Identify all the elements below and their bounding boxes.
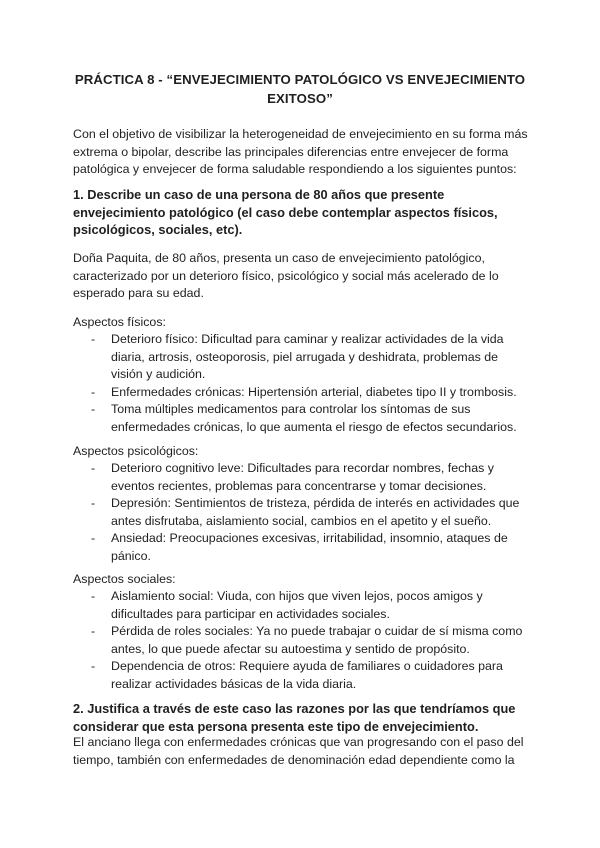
list-fisicos xyxy=(73,331,530,437)
list-item-text: Toma múltiples medicamentos para controlar los síntomas de sus enfermedades crónicas, lo que aumenta el riesgo de efectos secundarios. xyxy=(111,402,517,434)
list-item-text: Ansiedad: Preocupaciones excesivas, irritabilidad, insomnio, ataques de pánico. xyxy=(111,531,508,563)
bullet-dash: - xyxy=(91,659,96,674)
list-item xyxy=(73,460,530,495)
section-label-sociales: Aspectos sociales: xyxy=(73,572,176,586)
bullet-dash: - xyxy=(91,461,96,475)
list-item-text: Aislamiento social: Viuda, con hijos que viven lejos, pocos amigos y dificultades para participar en actividades sociales. xyxy=(111,589,483,621)
list-item xyxy=(73,658,530,693)
list-sociales xyxy=(73,588,530,694)
list-item xyxy=(73,331,530,384)
title-line-1: PRÁCTICA 8 - “ENVEJECIMIENTO PATOLÓGICO VS ENVEJECIMIENTO xyxy=(74,72,526,87)
section-label-fisicos: Aspectos físicos: xyxy=(73,315,166,329)
list-item-text: Enfermedades crónicas: Hipertensión arterial, diabetes tipo II y trombosis. xyxy=(111,384,517,399)
list-item xyxy=(73,623,530,658)
section-label-psicologicos: Aspectos psicológicos: xyxy=(73,444,199,458)
list-item-text: Dependencia de otros: Requiere ayuda de familiares o cuidadores para realizar actividades básicas de la vida diaria. xyxy=(111,659,503,691)
bullet-dash: - xyxy=(91,624,96,639)
page-title xyxy=(60,70,540,108)
bullet-dash: - xyxy=(91,332,96,346)
bullet-dash: - xyxy=(91,402,96,417)
list-item xyxy=(73,384,530,402)
question-1: 1. Describe un caso de una persona de 80 años que presente envejecimiento patológico (el caso debe contemplar aspectos físicos, psicológicos, sociales, etc). xyxy=(73,187,498,238)
question-2: 2. Justifica a través de este caso las razones por las que tendríamos que considerar que esta persona presenta este tipo de envejecimiento. xyxy=(73,701,516,734)
list-item xyxy=(73,530,530,565)
intro-paragraph: Con el objetivo de visibilizar la heterogeneidad de envejecimiento en su forma más extrema o bipolar, describe las principales diferencias entre envejecer de forma patológica y envejecer de forma saludable respondiendo a los siguientes puntos: xyxy=(73,127,528,177)
list-item-text: Pérdida de roles sociales: Ya no puede trabajar o cuidar de sí misma como antes, lo que puede afectar su autoestima y sentido de propósito. xyxy=(111,624,523,656)
answer-2-paragraph: El anciano llega con enfermedades crónicas que van progresando con el paso del tiempo, también con enfermedades de denominación edad dependiente como la xyxy=(73,735,524,767)
title-line-2: EXITOSO” xyxy=(267,91,333,106)
list-psicologicos xyxy=(73,460,530,566)
bullet-dash: - xyxy=(91,496,96,511)
bullet-dash: - xyxy=(91,384,96,399)
list-item-text: Deterioro físico: Dificultad para caminar y realizar actividades de la vida diaria, artrosis, osteoporosis, piel arrugada y deshidrata, problemas de visión y audición. xyxy=(111,332,504,382)
case-intro-paragraph: Doña Paquita, de 80 años, presenta un caso de envejecimiento patológico, caracterizado por un deterioro físico, psicológico y social más acelerado de lo esperado para su edad. xyxy=(73,251,499,301)
list-item-text: Depresión: Sentimientos de tristeza, pérdida de interés en actividades que antes disfrutaba, aislamiento social, cambios en el apetito y el sueño. xyxy=(111,496,520,528)
list-item xyxy=(73,495,530,530)
bullet-dash: - xyxy=(91,589,96,603)
list-item xyxy=(73,588,530,623)
bullet-dash: - xyxy=(91,531,96,546)
list-item xyxy=(73,401,530,436)
list-item-text: Deterioro cognitivo leve: Dificultades para recordar nombres, fechas y eventos recientes, problemas para concentrarse y tomar decisiones. xyxy=(111,461,494,493)
